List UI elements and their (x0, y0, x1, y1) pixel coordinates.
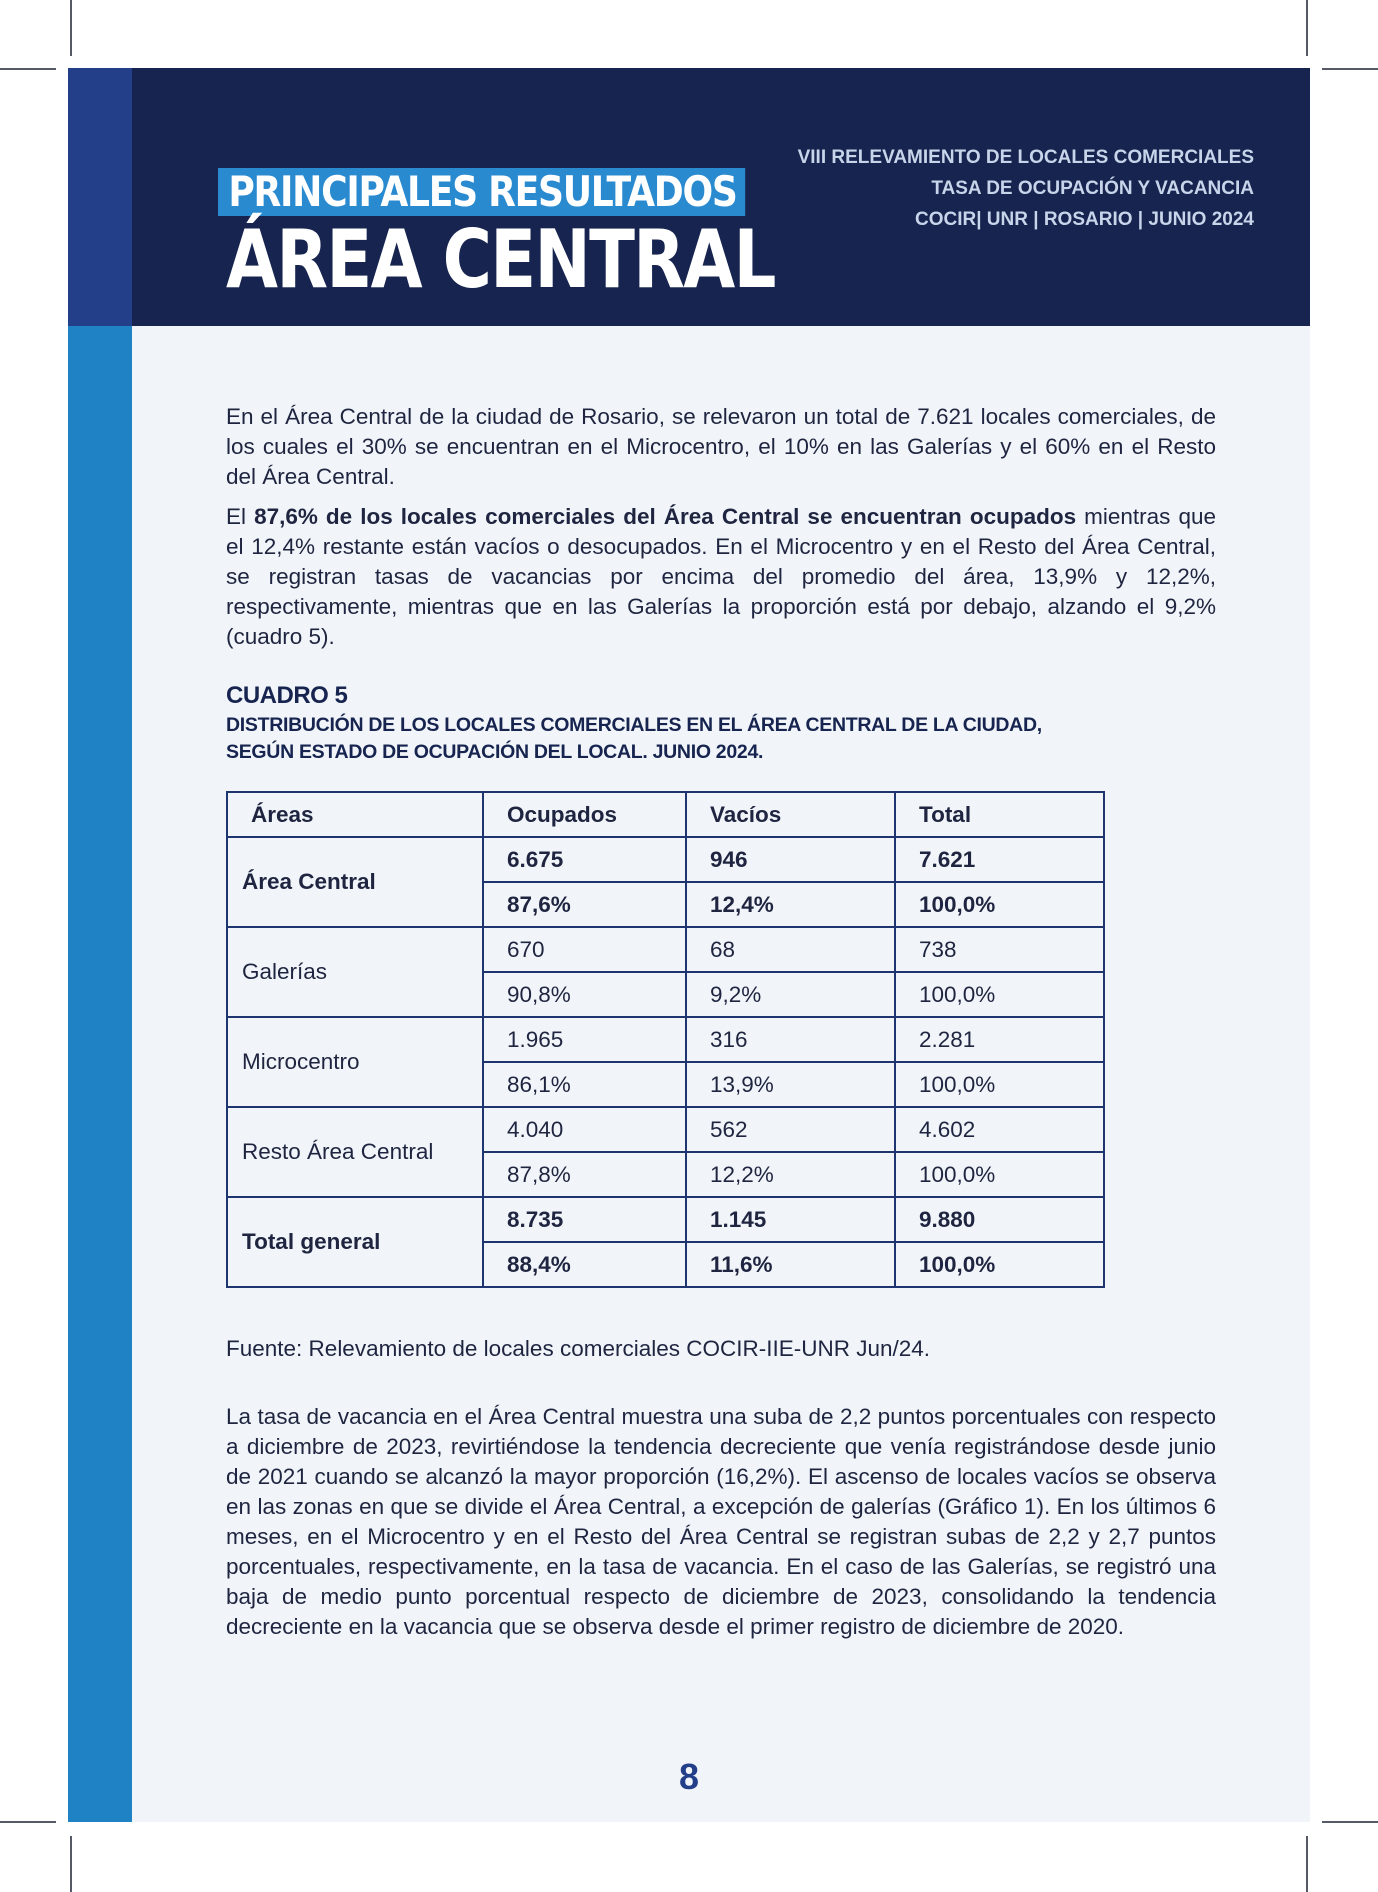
vacant-pct: 12,4% (686, 882, 895, 927)
closing-text (226, 1402, 1216, 1652)
vacant-count: 316 (686, 1017, 895, 1062)
area-cell: Galerías (227, 927, 483, 1017)
crop-mark (70, 1836, 72, 1892)
total-pct: 100,0% (895, 972, 1104, 1017)
column-header: Total (895, 792, 1104, 837)
crop-mark (1306, 0, 1308, 56)
occupied-pct: 88,4% (483, 1242, 686, 1287)
table-row (227, 1107, 1104, 1152)
occupied-count: 670 (483, 927, 686, 972)
vacant-pct: 11,6% (686, 1242, 895, 1287)
total-count: 9.880 (895, 1197, 1104, 1242)
table-row (227, 1197, 1104, 1242)
crop-mark (1322, 1821, 1378, 1823)
crop-mark (1322, 68, 1378, 70)
vacant-count: 1.145 (686, 1197, 895, 1242)
section-badge: PRINCIPALES RESULTADOS (218, 168, 745, 216)
column-header: Vacíos (686, 792, 895, 837)
area-cell: Total general (227, 1197, 483, 1287)
occupied-pct: 87,6% (483, 882, 686, 927)
table-subtitle (226, 712, 1226, 766)
intro-paragraph-2 (226, 502, 1216, 652)
table-header-row (227, 792, 1104, 837)
report-meta-line: TASA DE OCUPACIÓN Y VACANCIA (931, 178, 1254, 199)
vacant-count: 68 (686, 927, 895, 972)
sidebar-accent (68, 326, 132, 1822)
occupied-pct: 87,8% (483, 1152, 686, 1197)
area-cell: Resto Área Central (227, 1107, 483, 1197)
vacant-count: 562 (686, 1107, 895, 1152)
highlight-text: 87,6% de los locales comerciales del Área Central se encuentran ocupados (254, 504, 1077, 529)
total-pct: 100,0% (895, 882, 1104, 927)
crop-mark (1306, 1836, 1308, 1892)
sidebar-accent-top (68, 68, 132, 326)
page-number: 8 (678, 1756, 700, 1797)
occupancy-table (226, 791, 1105, 1288)
table-row (227, 1017, 1104, 1062)
table-row (227, 927, 1104, 972)
vacant-pct: 12,2% (686, 1152, 895, 1197)
report-meta-line: COCIR| UNR | ROSARIO | JUNIO 2024 (914, 209, 1254, 230)
column-header: Áreas (227, 792, 483, 837)
table-subtitle-line: DISTRIBUCIÓN DE LOS LOCALES COMERCIALES EN EL ÁREA CENTRAL DE LA CIUDAD, (226, 714, 1042, 736)
table-title: CUADRO 5 (226, 682, 348, 709)
crop-mark (0, 1821, 56, 1823)
total-count: 7.621 (895, 837, 1104, 882)
closing-paragraph: La tasa de vacancia en el Área Central muestra una suba de 2,2 puntos porcentuales con respecto a diciembre de 2023, revirtiéndose la tendencia decreciente que venía registrándose desde junio de 2021 cuando se alcanzó la mayor proporción (16,2%). El ascenso de locales vacíos se observa en las zonas en que se divide el Área Central, a excepción de galerías (Gráfico 1). En los últimos 6 meses, en el Microcentro y en el Resto del Área Central se registran subas de 2,2 y 2,7 puntos porcentuales, respectivamente, en la tasa de vacancia. En el caso de las Galerías, se registró una baja de medio punto porcentual respecto de diciembre de 2023, consolidando la tendencia decreciente en la vacancia que se observa desde el primer registro de diciembre de 2020. (226, 1404, 1216, 1639)
vacant-pct: 13,9% (686, 1062, 895, 1107)
table-source: Fuente: Relevamiento de locales comerciales COCIR-IIE-UNR Jun/24. (226, 1336, 931, 1361)
occupied-count: 6.675 (483, 837, 686, 882)
intro-text (226, 402, 1216, 662)
area-cell: Área Central (227, 837, 483, 927)
vacant-count: 946 (686, 837, 895, 882)
table-subtitle-line: SEGÚN ESTADO DE OCUPACIÓN DEL LOCAL. JUNIO 2024. (226, 741, 764, 763)
total-count: 738 (895, 927, 1104, 972)
page-title: ÁREA CENTRAL (226, 213, 775, 306)
total-pct: 100,0% (895, 1152, 1104, 1197)
area-cell: Microcentro (227, 1017, 483, 1107)
occupied-pct: 86,1% (483, 1062, 686, 1107)
occupied-pct: 90,8% (483, 972, 686, 1017)
report-meta-line: VIII RELEVAMIENTO DE LOCALES COMERCIALES (797, 147, 1254, 168)
total-pct: 100,0% (895, 1062, 1104, 1107)
occupied-count: 8.735 (483, 1197, 686, 1242)
column-header: Ocupados (483, 792, 686, 837)
report-meta (798, 142, 1254, 235)
crop-mark (70, 0, 72, 56)
total-count: 4.602 (895, 1107, 1104, 1152)
text-span: mientras que el 12,4% restante están vacíos o desocupados. En el Microcentro y en el Resto del Área Central, se registran tasas de vacancias por encima del promedio del área, 13,9% y 12,2%, respectivamente, mientras que en las Galerías la proporción está por debajo, alzando el 9,2% (cuadro 5). (226, 504, 1216, 649)
occupied-count: 1.965 (483, 1017, 686, 1062)
intro-paragraph-1: En el Área Central de la ciudad de Rosario, se relevaron un total de 7.621 locales comerciales, de los cuales el 30% se encuentran en el Microcentro, el 10% en las Galerías y el 60% en el Resto del Área Central. (226, 404, 1216, 489)
total-count: 2.281 (895, 1017, 1104, 1062)
text-span: El (226, 504, 255, 529)
table-row (227, 837, 1104, 882)
crop-mark (0, 68, 56, 70)
vacant-pct: 9,2% (686, 972, 895, 1017)
total-pct: 100,0% (895, 1242, 1104, 1287)
occupied-count: 4.040 (483, 1107, 686, 1152)
